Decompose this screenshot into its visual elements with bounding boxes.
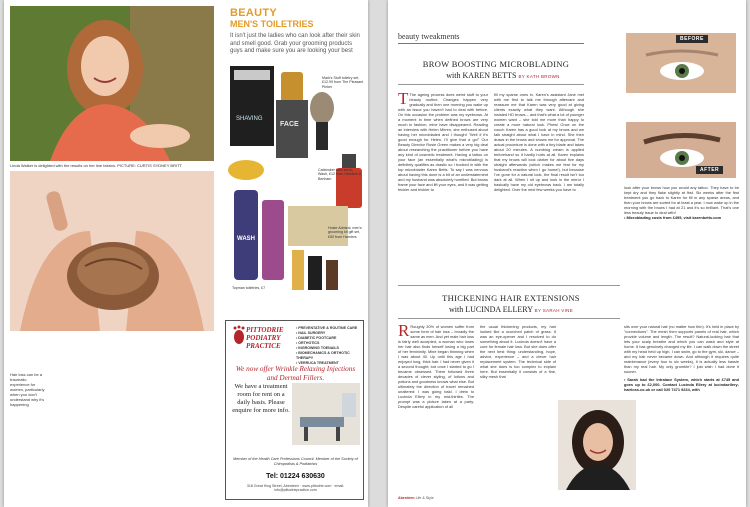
face-label: FACE xyxy=(280,121,299,128)
article2-col3-text: sits over your natural hair (no matter how thin). It's held in place by "connections". The mesh then supports panels of real hair, which provide volume and length. The result? Natural-looking hair that lets your scalp breathe and which you can wash and style at home. It has genuinely changed my life. I can walk down the street with my head held up high. I can swim, go to the gym, ski, dance – and my hair never became down. And although it requires quite maintenance (every four to six weeks), it is actually less hassle than my real hair. My only grumble? I just wish I had done it sooner. xyxy=(624,324,739,374)
ad-service: • PREVENTATIVE & ROUTINE CARE xyxy=(296,326,358,330)
ad-address[interactable]: 318 Great King Street, Aberdeen · www.pittodrie.com · email: info@pittodriepractice.com xyxy=(246,484,345,492)
article2-rule xyxy=(398,318,620,319)
balm-jar xyxy=(308,256,322,290)
section-rule xyxy=(398,43,584,44)
ad-service: • NAIL SURGERY xyxy=(296,331,326,335)
article1-col1-text: The ageing process does weird stuff to your beauty routine. Changes happen very gradually and then one morning you wake up with an issue you haven't had to deal with before. On this occasion the problem was my eyebrows. At a moment in time when defined brows are very much in fashion, mine have disappeared. Reading an interview with Helen Mirren, she enthused about having her microbladed and I thought "Well if it's good enough for Helen, I'll give that a go!" Our Beauty Director Rosie Green makes a very big deal about researching the practitioner before you have any kind of cosmetic treatment. Having a tattoo on your face (an essentially what's microblading) is definitely qualifies as drastic so I booked in with the top microblader Karen Betts. To say I was nervous about having this done is a bit of an understatement and my husband was absolutely horrified. But brows frame your face and lift your eyes, and it was getting trickier and trickier to xyxy=(398,92,488,192)
shaving-label: SHAVING xyxy=(236,116,263,122)
photo-hair-loss xyxy=(10,171,214,331)
ad-service: • ORTHOTICS xyxy=(296,341,320,345)
page-footer xyxy=(398,496,434,500)
footprint-logo-icon xyxy=(232,325,246,345)
ad-practice-name: PITTODRIE PODIATRY PRACTICE xyxy=(246,326,284,350)
beauty-section-subtitle: MEN'S TOILETRIES xyxy=(230,19,314,29)
body-spray xyxy=(262,200,284,280)
face-bottle-cap xyxy=(281,72,303,102)
ad-service: • DIABETIC FOOTCARE xyxy=(296,336,337,340)
footer-brand: Aberdeen xyxy=(398,496,415,500)
article2-rule-top xyxy=(398,285,620,286)
ad-service: • VERRUCA TREATMENT xyxy=(296,361,339,365)
article1-author: BY KATH BROWN xyxy=(518,74,560,79)
section-heading: beauty tweakments xyxy=(398,32,460,41)
after-tag: AFTER xyxy=(696,166,723,174)
article2-column-3 xyxy=(624,324,739,494)
treatment-room-illustration xyxy=(292,383,360,445)
before-eyebrow-photo xyxy=(626,33,736,93)
ad-services-list xyxy=(296,326,362,366)
article2-link[interactable]: • Sarah had the Intralace System, which starts at £745 and goes up to £2,000. Contact Lucinda Ellery at lucindaellery-hairloss.co.uk or call 020 7471 9234, with xyxy=(624,377,739,392)
article1-column-2: fill my sparse ones in. Karen's assistant Jane met with me first to talk me through aftercare and reassure me that Karen was very good at giving clients exactly what they want. Although she insisted HD brows – and that's what a lot of younger women want – she told me more than happy to create a more natural look. Phew! Once on the couch Karen has a good look at my brows and we talk straight about what I have in mind. She then draws in the brows and shows me for approval. The actual procedure is done with a tiny blade and takes about 20 minutes. A numbing cream is applied beforehand so it hardly hurts at all. Karen explains that my brows will look darker for about five days straight afterwards (which makes me fear for my husband's reaction when I go home!), but because I've gone for a natural look, the final result isn't too dark at all. When I sit up and look in the mirror I basically have my old eyebrows back. I am totally delighted. Over the next few weeks you have to xyxy=(494,92,584,192)
cologne-cap xyxy=(342,154,356,168)
article2-title: THICKENING HAIR EXTENSIONS xyxy=(442,293,580,303)
wash-tube xyxy=(234,190,258,280)
ad-phone-number[interactable]: Tel: 01224 630630 xyxy=(266,473,325,480)
article2-byline xyxy=(408,305,614,314)
photo-smiling-woman xyxy=(10,6,214,161)
podiatry-advert[interactable] xyxy=(225,320,364,500)
article1-col3-text: look after your brows how you would any tattoo. They have to be kept dry and they flake slightly at first. Six weeks after the first treatment you go back to Karen for fill in any sparse areas, and then your brows are sorted for at least a year. I now wake up in the morning with the brows I had at 21 and it's so brilliant. That's one less beauty issue to deal with! xyxy=(624,185,739,215)
face-bottle xyxy=(276,100,308,158)
woman-illustration xyxy=(10,6,214,161)
hair-in-hands-illustration xyxy=(10,171,214,331)
product-caption-2: Cabbroker face scrub, Wash, £12 from Hamlers & Benham xyxy=(318,168,362,181)
products-illustration xyxy=(226,60,366,315)
beauty-section-title: BEAUTY xyxy=(230,7,278,19)
article1-link[interactable]: • Microblading costs from £495, visit karenbetts.com xyxy=(624,215,722,220)
before-tag: BEFORE xyxy=(676,35,708,43)
ad-membership-text: Member of the Health Care Professions Council. Member of the Society of Chiropodists & Podiatrists xyxy=(233,457,358,466)
article2-column-2: the usual thickening products, my hair looked like a scorched patch of grass. It was an eye-opener and I resolved to do something about it. Lucinda doesn't have a cure for female hair loss. But she does offer the next best thing: understanding, hope, advice, experience – and a clever hair replacement system. The technical side of what she does is too complex to explain here. But essentially it consists of a fine, silky mesh that xyxy=(480,324,556,379)
right-page xyxy=(388,0,746,507)
beauty-intro-text: It isn't just the ladies who can look after their skin and smell good. Grab your grooming products guys and make sure you are looking your best xyxy=(230,33,360,54)
footer-section: Life & Style xyxy=(415,496,434,500)
after-eyebrow-photo xyxy=(626,122,736,178)
left-page xyxy=(4,0,368,507)
ad-service: • INGROWING TOENAILS xyxy=(296,346,339,350)
article1-dropcap: T xyxy=(398,92,409,108)
oil-bottle xyxy=(292,250,304,290)
caption-hair-loss: Hair loss can be a traumatic experience for women, particularly when you don't understand why it's happening xyxy=(10,372,45,407)
caption-woman: Linda Walker is delighted with the results on her line fabrics. PICTURE: CURTIS SYDNEY BRITT xyxy=(10,163,182,168)
article1-with: with KAREN BETTS xyxy=(446,71,517,80)
article2-col1-text: Roughly 30% of women suffer from some form of hair loss – broadly the same as men. And yet male hair loss is fairly well accepted, a woman who loses her hair also finds herself losing a big part of her femininity. Mine began thinning when I was about 40. Up until this age I had enjoyed long, thick hair. I had never given it a second thought; but once I started to go I became obsessed. There followed three decades of clever styling, of lotions and potions and goodness knows what else. But ultimately the direction of travel remained unaltered: I was going bald. I drew to Lucinda Ellery in my mid-thirties. The prompt was a picture taken at a party. Despite careful application of all xyxy=(398,324,474,409)
product-caption-3: Topman toiletries, £7 xyxy=(232,286,266,290)
beard-oil xyxy=(326,260,338,290)
wash-label: WASH xyxy=(237,236,255,242)
product-caption-1: Mark's Stuff toiletry set, £12.99 from The Pleasant Pinker xyxy=(322,76,364,89)
hair-wax-tin xyxy=(228,160,264,180)
product-caption-4: Hoste Admiral, men's grooming kit gift set, £50 from Hamlers xyxy=(328,226,362,239)
article1-rule xyxy=(398,84,584,85)
shaving-brush xyxy=(310,92,334,124)
article1-column-3 xyxy=(624,185,739,265)
article2-author: BY SARAH VINE xyxy=(534,308,574,313)
ad-treatment-room-photo xyxy=(292,383,360,445)
article2-dropcap: R xyxy=(398,324,410,340)
ad-service: • BIOMECHANICS & ORTHOTIC THERAPY xyxy=(296,351,350,360)
article1-column-1 xyxy=(398,92,488,280)
ad-offer-text: We now offer Wrinkle Relaxing Injections and Dermal Fillers. xyxy=(235,365,356,382)
ad-room-rental-text: We have a treatment room for rent on a daily basis. Please enquire for more info. xyxy=(232,383,290,414)
article2-column-1 xyxy=(398,324,474,492)
article2-with: with LUCINDA ELLERY xyxy=(448,305,533,314)
product-collage xyxy=(226,60,366,315)
article1-title: BROW BOOSTING MICROBLADING xyxy=(422,59,570,69)
article1-byline xyxy=(428,71,578,80)
